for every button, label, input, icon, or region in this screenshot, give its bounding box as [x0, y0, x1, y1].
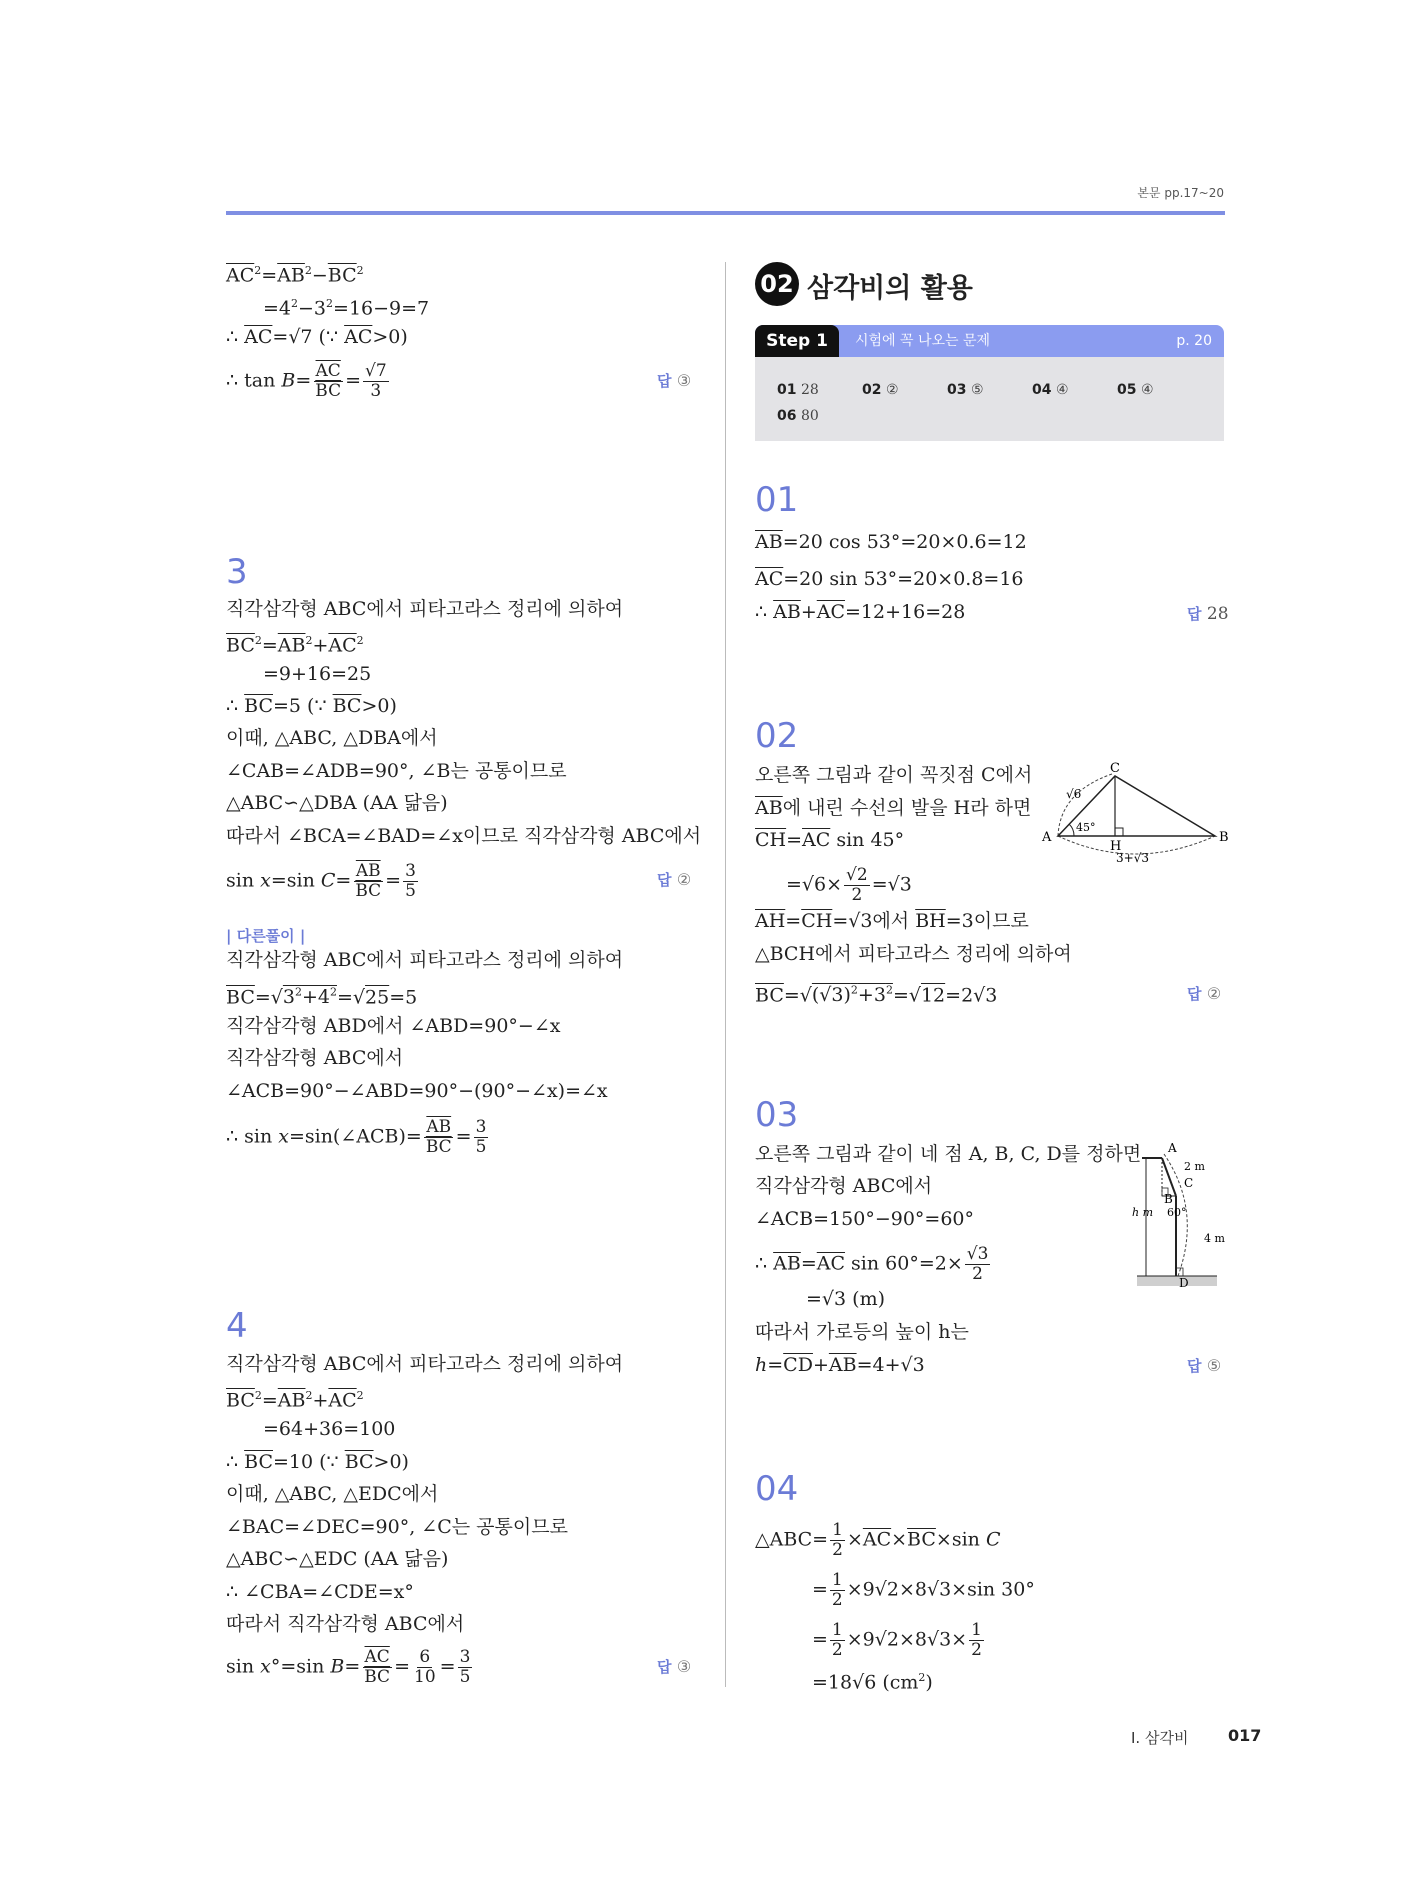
p3-line-7: △ABC∽△DBA (AA 닮음) [226, 792, 448, 814]
label-a: A [1168, 1141, 1177, 1155]
right-angle-mark [1115, 828, 1123, 836]
p3-line-8: 따라서 ∠BCA=∠BAD=∠x이므로 직각삼각형 ABC에서 [226, 825, 702, 847]
q01-line-2: $\overline{AC}=20$ sin 53°=20×0.8=16 [755, 568, 1024, 590]
q03-line-3: ∠ACB=150°−90°=60° [755, 1208, 975, 1230]
question-01-number: 01 [755, 480, 799, 520]
answer-key-06: 06 80 [777, 408, 819, 424]
alt-line-6: ∴ sin x=sin(∠ACB)= $\frac{\overline{AB}}{BC}$ = $\frac{3}{5}$ [226, 1117, 487, 1157]
label-b: B [1219, 830, 1229, 845]
q03-line-1: 오른쪽 그림과 같이 네 점 A, B, C, D를 정하면 [755, 1143, 1142, 1165]
answer-p3: 답 ② [657, 870, 692, 889]
label-hm: h m [1132, 1206, 1154, 1219]
page-reference: 본문 pp.17~20 [1137, 186, 1224, 200]
q03-line-4: ∴ $\overline{AB}=\overline{AC}$ sin 60°=2× $\frac{√3}{2}$ [755, 1244, 989, 1284]
label-b: B [1164, 1192, 1173, 1206]
left-top-line-4: ∴ tan B= $\frac{\overline{AC}}{BC}$ = $\frac{√7}{3}$ [226, 361, 387, 401]
footer-page-number: 017 [1228, 1726, 1262, 1745]
alt-line-2: $\overline{BC}=√3^2+4^2=√25=5$ [226, 986, 418, 1009]
p4-line-2: $\overline{BC}^2=\overline{AB}^2+\overline{AC}^2$ [226, 1389, 364, 1412]
q04-line-4: =18√6 $(cm^2)$ [812, 1671, 933, 1694]
p3-line-9: sin x=sin C= $\frac{\overline{AB}}{BC}$ = $\frac{3}{5}$ [226, 861, 416, 901]
p3-line-3: =9+16=25 [263, 663, 372, 685]
q04-line-1: △ABC= $\frac{1}{2}$ $\times\overline{AC}\times\overline{BC}\times\sin$ C [755, 1520, 1001, 1560]
label-60deg: 60° [1167, 1206, 1187, 1219]
alt-line-4: 직각삼각형 ABC에서 [226, 1047, 404, 1069]
p4-line-5: 이때, △ABC, △EDC에서 [226, 1483, 439, 1505]
left-top-line-2: $=4^2-3^2=16-9=7$ [263, 297, 430, 320]
label-45deg: 45° [1076, 821, 1096, 834]
p4-line-9: 따라서 직각삼각형 ABC에서 [226, 1613, 465, 1635]
answer-q03: 답 ⑤ [1187, 1356, 1222, 1375]
answer-key-02: 02 ② [862, 382, 899, 398]
p4-line-4: ∴ $\overline{BC}=10$ (∵ $\overline{BC}>0$) [226, 1451, 409, 1473]
alt-line-3: 직각삼각형 ABD에서 ∠ABD=90°−∠x [226, 1015, 561, 1037]
left-top-line-1: $\overline{AC}^2=\overline{AB}^2-\overline{BC}^2$ [226, 264, 364, 287]
label-a: A [1042, 830, 1052, 845]
q04-line-3: = $\frac{1}{2}$ ×9√2×8√3× $\frac{1}{2}$ [812, 1620, 982, 1660]
alt-line-5: ∠ACB=90°−∠ABD=90°−(90°−∠x)=∠x [226, 1080, 608, 1102]
step-description: 시험에 꼭 나오는 문제 [855, 333, 991, 349]
q03-line-5: =√3 (m) [806, 1288, 885, 1310]
answer-key-03: 03 ⑤ [947, 382, 984, 398]
answer-key-01: 01 28 [777, 382, 819, 398]
label-4m: 4 m [1204, 1232, 1225, 1245]
answer-q02: 답 ② [1187, 984, 1222, 1003]
q02-line-4: =√6× $\frac{√2}{2}$ =√3 [786, 865, 912, 905]
label-h: H [1110, 839, 1122, 854]
section-title: 삼각비의 활용 [807, 273, 973, 304]
q03-line-2: 직각삼각형 ABC에서 [755, 1175, 933, 1197]
p4-line-3: =64+36=100 [263, 1418, 396, 1440]
q02-line-2: $\overline{AB}$에 내린 수선의 발을 H라 하면 [755, 797, 1032, 819]
problem-4-number: 4 [226, 1306, 248, 1346]
q03-line-6: 따라서 가로등의 높이 h는 [755, 1321, 969, 1343]
section-badge: 02 [755, 262, 799, 306]
label-c: C [1184, 1176, 1194, 1190]
problem-3-number: 3 [226, 552, 248, 592]
answer-q01: 답 28 [1187, 604, 1229, 624]
q02-line-7: $\overline{BC}=√(√3)^2+3^2=√12=2√3$ [755, 984, 998, 1007]
p4-line-10: sin x°=sin B= $\frac{\overline{AC}}{BC}$ = $\frac{6}{10}$ = $\frac{3}{5}$ [226, 1647, 471, 1687]
answer-key-04: 04 ④ [1032, 382, 1069, 398]
p3-line-5: 이때, △ABC, △DBA에서 [226, 727, 438, 749]
step-tab: Step 1 [755, 325, 839, 357]
lamp-arm [1162, 1158, 1176, 1196]
angle-mark-a [1069, 824, 1074, 836]
q04-line-2: = $\frac{1}{2}$ ×9√2×8√3×sin 30° [812, 1570, 1035, 1610]
step-page: p. 20 [1176, 333, 1212, 349]
step-header [755, 325, 1224, 357]
p3-line-1: 직각삼각형 ABC에서 피타고라스 정리에 의하여 [226, 598, 624, 620]
ground [1137, 1276, 1217, 1286]
q02-line-3: $\overline{CH}=\overline{AC}$ sin 45° [755, 829, 905, 851]
label-2m: 2 m [1184, 1160, 1205, 1173]
p3-line-4: ∴ $\overline{BC}=5$ (∵ $\overline{BC}>0$) [226, 695, 397, 717]
column-divider [725, 262, 726, 1687]
label-3-plus-sqrt3: 3+√3 [1116, 851, 1149, 865]
answer-top: 답 ③ [657, 371, 692, 390]
question-04-number: 04 [755, 1469, 799, 1509]
q02-line-1: 오른쪽 그림과 같이 꼭짓점 C에서 [755, 764, 1033, 786]
label-c: C [1110, 762, 1120, 776]
alt-solution-label: | 다른풀이 | [226, 927, 306, 945]
q02-triangle-figure [1040, 762, 1235, 868]
question-02-number: 02 [755, 716, 799, 756]
q03-line-7: $h=\overline{CD}+\overline{AB}=4+√3$ [755, 1354, 925, 1376]
answer-key-box [755, 357, 1224, 441]
answer-key-05: 05 ④ [1117, 382, 1154, 398]
left-top-line-3: ∴ $\overline{AC}=√7$ (∵ $\overline{AC}>0$) [226, 326, 408, 348]
q03-streetlamp-figure [1132, 1140, 1232, 1290]
label-sqrt6: √6 [1066, 787, 1082, 801]
header-rule [226, 211, 1225, 215]
p3-line-6: ∠CAB=∠ADB=90°, ∠B는 공통이므로 [226, 760, 567, 782]
footer-chapter: Ⅰ. 삼각비 [1131, 1729, 1189, 1747]
right-angle-d [1176, 1268, 1183, 1276]
label-d: D [1179, 1276, 1189, 1290]
q02-line-5: $\overline{AH}=\overline{CH}=√3$에서 $\overline{BH}=3$이므로 [755, 910, 1029, 932]
p4-line-6: ∠BAC=∠DEC=90°, ∠C는 공통이므로 [226, 1516, 568, 1538]
q02-line-6: △BCH에서 피타고라스 정리에 의하여 [755, 943, 1072, 965]
p4-line-8: ∴ ∠CBA=∠CDE=x° [226, 1581, 414, 1603]
alt-line-1: 직각삼각형 ABC에서 피타고라스 정리에 의하여 [226, 949, 624, 971]
answer-p4: 답 ③ [657, 1657, 692, 1676]
p4-line-7: △ABC∽△EDC (AA 닮음) [226, 1548, 449, 1570]
q01-line-3: ∴ $\overline{AB}+\overline{AC}=12+16=28$ [755, 601, 966, 623]
p4-line-1: 직각삼각형 ABC에서 피타고라스 정리에 의하여 [226, 1353, 624, 1375]
question-03-number: 03 [755, 1095, 799, 1135]
p3-line-2: $\overline{BC}^2=\overline{AB}^2+\overline{AC}^2$ [226, 634, 364, 657]
q01-line-1: $\overline{AB}=20$ cos 53°=20×0.6=12 [755, 531, 1027, 553]
